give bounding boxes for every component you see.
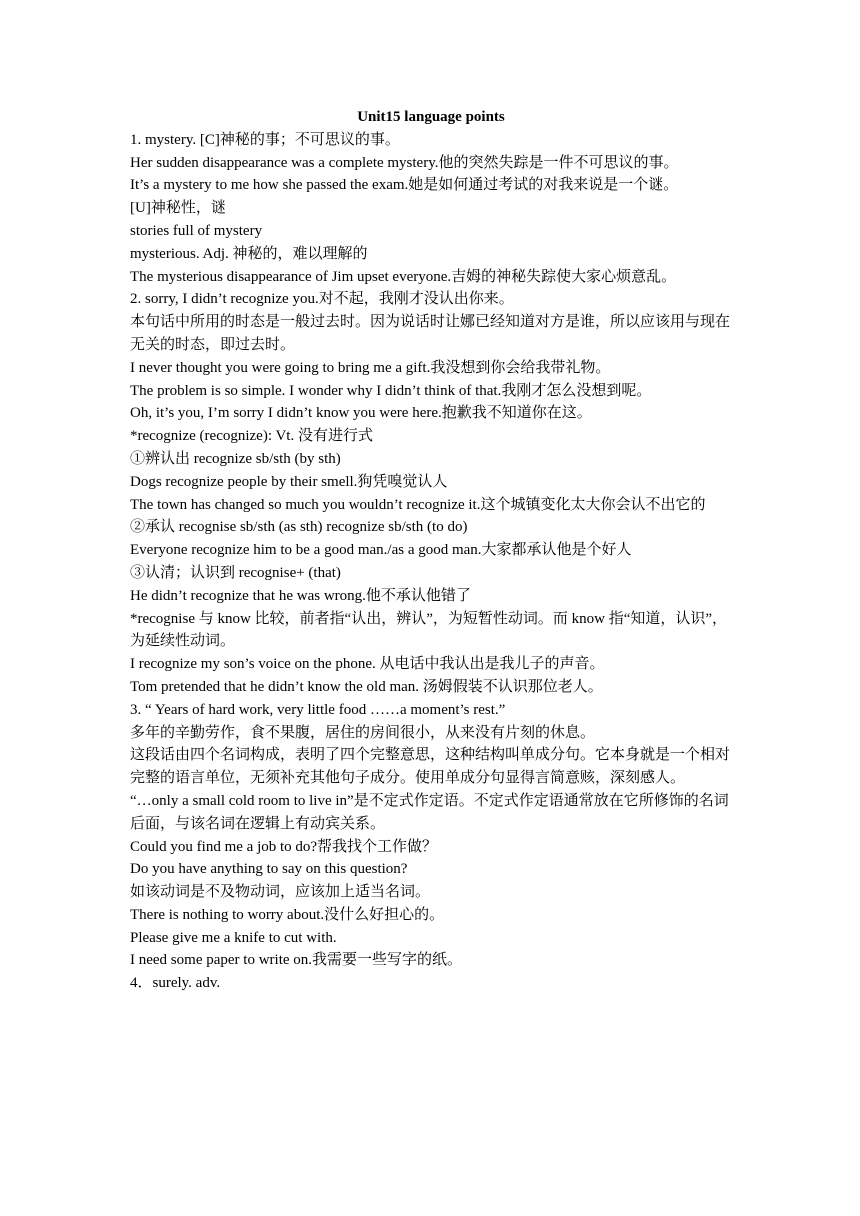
page-title: Unit15 language points [357, 109, 505, 125]
text-line: Could you find me a job to do?帮我找个工作做？ [130, 838, 438, 855]
document-body [130, 106, 732, 995]
text-line: 1. mystery. [C]神秘的事；不可思议的事。 [130, 131, 400, 148]
text-line: The mysterious disappearance of Jim upset everyone.吉姆的神秘失踪使大家心烦意乱。 [130, 268, 677, 285]
text-line: The problem is so simple. I wonder why I didn’t think of that.我刚才怎么没想到呢。 [130, 382, 652, 399]
text-line: ②承认 recognise sb/sth (as sth) recognize sb/sth (to do) [130, 519, 468, 536]
text-line: He didn’t recognize that he was wrong.他不承认他错了 [130, 587, 471, 604]
text-line: Dogs recognize people by their smell.狗凭嗅觉认人 [130, 473, 448, 490]
text-line: I need some paper to write on.我需要一些写字的纸。 [130, 952, 463, 969]
text-line: Do you have anything to say on this question? [130, 861, 408, 878]
text-line: [U]神秘性，谜 [130, 200, 226, 217]
text-line: 4．surely. adv. [130, 975, 221, 992]
text-line: I recognize my son’s voice on the phone. 从电话中我认出是我儿子的声音。 [130, 656, 605, 673]
text-line: ①辨认出 recognize sb/sth (by sth) [130, 450, 341, 467]
text-line: 本句话中所用的时态是一般过去时。因为说话时让娜已经知道对方是谁，所以应该用与现在无关的时态，即过去时。 [130, 314, 731, 353]
text-line: Oh, it’s you, I’m sorry I didn’t know you were here.抱歉我不知道你在这。 [130, 405, 592, 422]
text-line: Tom pretended that he didn’t know the old man. 汤姆假装不认识那位老人。 [130, 678, 603, 695]
text-line: 2. sorry, I didn’t recognize you.对不起，我刚才没认出你来。 [130, 291, 514, 308]
text-line: ③认清；认识到 recognise+ (that) [130, 564, 341, 581]
text-line: 3. “ Years of hard work, very little food ……a moment’s rest.” [130, 701, 506, 718]
text-line: mysterious. Adj. 神秘的，难以理解的 [130, 245, 368, 262]
text-line: 如该动词是不及物动词，应该加上适当名词。 [130, 884, 431, 901]
text-line: There is nothing to worry about.没什么好担心的。 [130, 906, 445, 923]
text-line: 多年的辛勤劳作，食不果腹，居住的房间很小，从来没有片刻的休息。 [130, 724, 596, 741]
text-line: Please give me a knife to cut with. [130, 929, 337, 946]
text-line: stories full of mystery [130, 222, 263, 239]
text-line: *recognise 与 know 比较，前者指“认出，辨认”，为短暂性动词。而 know 指“知道，认识”， 为延续性动词。 [130, 610, 728, 650]
text-line: Her sudden disappearance was a complete mystery.他的突然失踪是一件不可思议的事。 [130, 154, 679, 171]
text-line: *recognize (recognize): Vt. 没有进行式 [130, 428, 373, 445]
text-line: The town has changed so much you wouldn’t recognize it.这个城镇变化太大你会认不出它的 [130, 496, 706, 513]
text-line: Everyone recognize him to be a good man./as a good man.大家都承认他是个好人 [130, 542, 632, 559]
text-line: 这段话由四个名词构成，表明了四个完整意思，这种结构叫单成分句。它本身就是一个相对完整的语言单位，无须补充其他句子成分。使用单成分句显得言简意赅，深刻感人。 [130, 747, 731, 787]
text-line: “…only a small cold room to live in”是不定式作定语。不定式作定语通常放在它所修饰的名词后面，与该名词在逻辑上有动宾关系。 [130, 792, 729, 832]
text-line: It’s a mystery to me how she passed the exam.她是如何通过考试的对我来说是一个谜。 [130, 177, 679, 194]
text-line: I never thought you were going to bring me a gift.我没想到你会给我带礼物。 [130, 359, 611, 376]
